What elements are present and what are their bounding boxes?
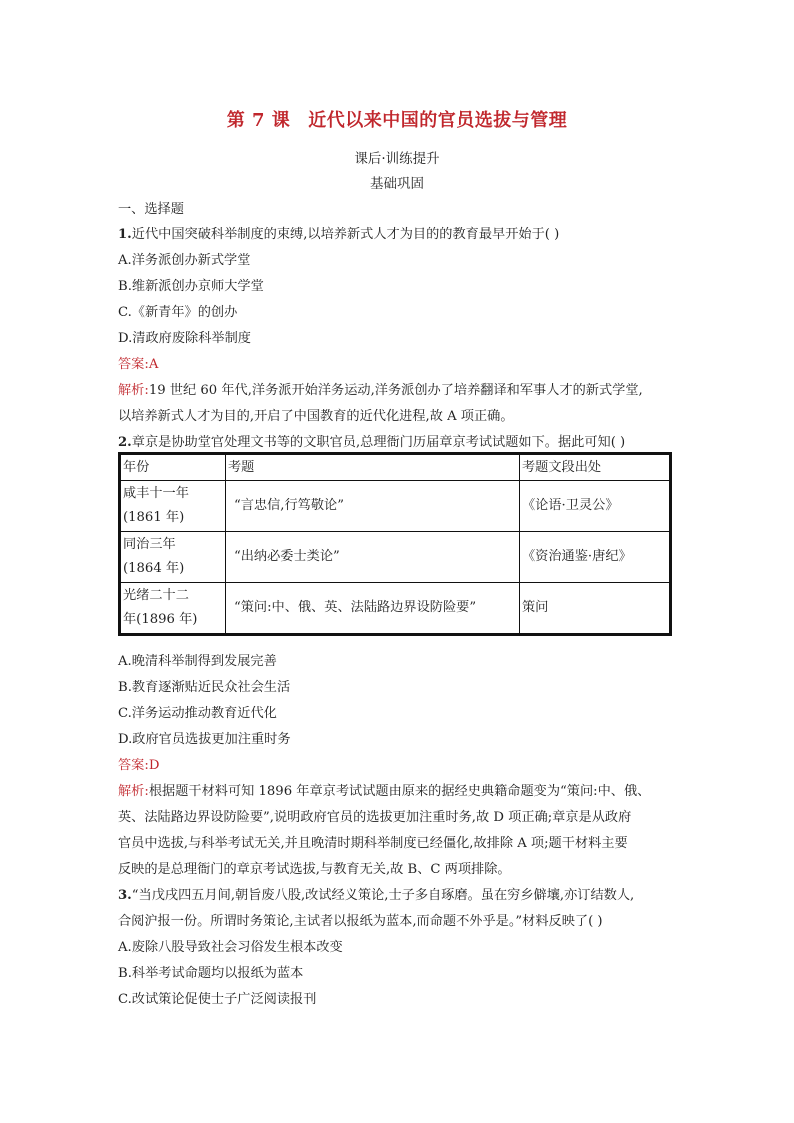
q1-answer — [118, 353, 678, 372]
question-3-stem — [118, 884, 678, 903]
question-3-stem-line: 合阅沪报一份。所谓时务策论,主试者以报纸为蓝本,而命题不外乎是。”材料反映了( ) — [118, 914, 603, 929]
q2-explanation-line — [118, 780, 678, 799]
answer-value: D — [148, 758, 160, 773]
table-cell-source: 《论语·卫灵公》 — [520, 481, 671, 532]
lesson-name: 近代以来中国的官员选拔与管理 — [308, 110, 568, 131]
q2-option-c: C.洋务运动推动教育近代化 — [118, 706, 277, 721]
table-cell-topic: “言忠信,行笃敬论” — [226, 481, 520, 532]
year-text: (1861 年) — [123, 510, 185, 525]
q3-option-a: A.废除八股导致社会习俗发生根本改变 — [118, 940, 343, 955]
question-text: “当戊戌四五月间,朝旨废八股,改试经义策论,士子多自琢磨。虽在穷乡僻壤,亦订结数人, — [131, 888, 635, 903]
q2-answer — [118, 754, 678, 773]
question-text: 近代中国突破科举制度的束缚,以培养新式人才为目的的教育最早开始于( ) — [131, 227, 560, 242]
table-cell-year — [120, 583, 226, 635]
answer-label: 答案: — [118, 357, 149, 372]
table-header: 考题文段出处 — [520, 454, 671, 481]
table-row — [120, 583, 671, 635]
year-text: 同治三年 — [123, 537, 176, 552]
table-cell-year — [120, 481, 226, 532]
q2-explanation-line: 英、法陆路边界设防险要”,说明政府官员的选拔更加注重时务,故 D 项正确;章京是从政府 — [118, 810, 632, 825]
part-heading: 一、选择题 — [118, 202, 184, 217]
explanation-text: 19 世纪 60 年代,洋务派开始洋务运动,洋务派创办了培养翻译和军事人才的新式学堂, — [148, 383, 643, 398]
question-number: 1. — [118, 227, 132, 242]
table-header: 年份 — [120, 454, 226, 481]
answer-value: A — [148, 357, 159, 372]
year-text: 光绪二十二 — [123, 588, 189, 603]
q1-option-a: A.洋务派创办新式学堂 — [118, 253, 251, 268]
q1-explanation-line: 以培养新式人才为目的,开启了中国教育的近代化进程,故 A 项正确。 — [118, 409, 514, 424]
question-number: 3. — [118, 888, 132, 903]
year-text: 年(1896 年) — [123, 612, 198, 627]
q1-option-c: C.《新青年》的创办 — [118, 305, 238, 320]
q1-option-b: B.维新派创办京师大学堂 — [118, 279, 264, 294]
question-2-stem — [118, 431, 678, 450]
year-text: (1864 年) — [123, 561, 185, 576]
question-number: 2. — [118, 435, 132, 450]
table-header-row — [120, 454, 671, 481]
q1-explanation-line — [118, 379, 678, 398]
table-row — [120, 532, 671, 583]
table-cell-topic: “策问:中、俄、英、法陆路边界设防险要” — [226, 583, 520, 635]
table-cell-topic: “出纳必委士类论” — [226, 532, 520, 583]
explanation-label: 解析: — [118, 784, 149, 799]
q3-option-b: B.科举考试命题均以报纸为蓝本 — [118, 966, 304, 981]
lesson-number: 第 7 课 — [226, 110, 291, 131]
q2-option-a: A.晚清科举制得到发展完善 — [118, 654, 277, 669]
answer-label: 答案: — [118, 758, 149, 773]
lesson-title — [0, 106, 794, 132]
question-1-stem — [118, 223, 678, 242]
section-heading: 基础巩固 — [370, 176, 424, 192]
table-header: 考题 — [226, 454, 520, 481]
q2-option-d: D.政府官员选拔更加注重时务 — [118, 732, 291, 747]
year-text: 咸丰十一年 — [123, 486, 189, 501]
q3-option-c: C.改试策论促使士子广泛阅读报刊 — [118, 992, 317, 1007]
q2-explanation-line: 反映的是总理衙门的章京考试选拔,与教育无关,故 B、C 两项排除。 — [118, 862, 511, 877]
exam-table — [118, 452, 672, 636]
question-text: 章京是协助堂官处理文书等的文职官员,总理衙门历届章京考试试题如下。据此可知( ) — [131, 435, 626, 450]
table-cell-year — [120, 532, 226, 583]
table-row — [120, 481, 671, 532]
table-cell-source: 《资治通鉴·唐纪》 — [520, 532, 671, 583]
explanation-label: 解析: — [118, 383, 149, 398]
q2-explanation-line: 官员中选拔,与科举考试无关,并且晚清时期科举制度已经僵化,故排除 A 项;题干材料主要 — [118, 836, 628, 851]
q2-option-b: B.教育逐渐贴近民众社会生活 — [118, 680, 291, 695]
table-cell-source: 策问 — [520, 583, 671, 635]
q1-option-d: D.清政府废除科举制度 — [118, 331, 251, 346]
explanation-text: 根据题干材料可知 1896 年章京考试试题由原来的据经史典籍命题变为“策问:中、俄、 — [148, 784, 651, 799]
subtitle: 课后·训练提升 — [354, 151, 440, 167]
